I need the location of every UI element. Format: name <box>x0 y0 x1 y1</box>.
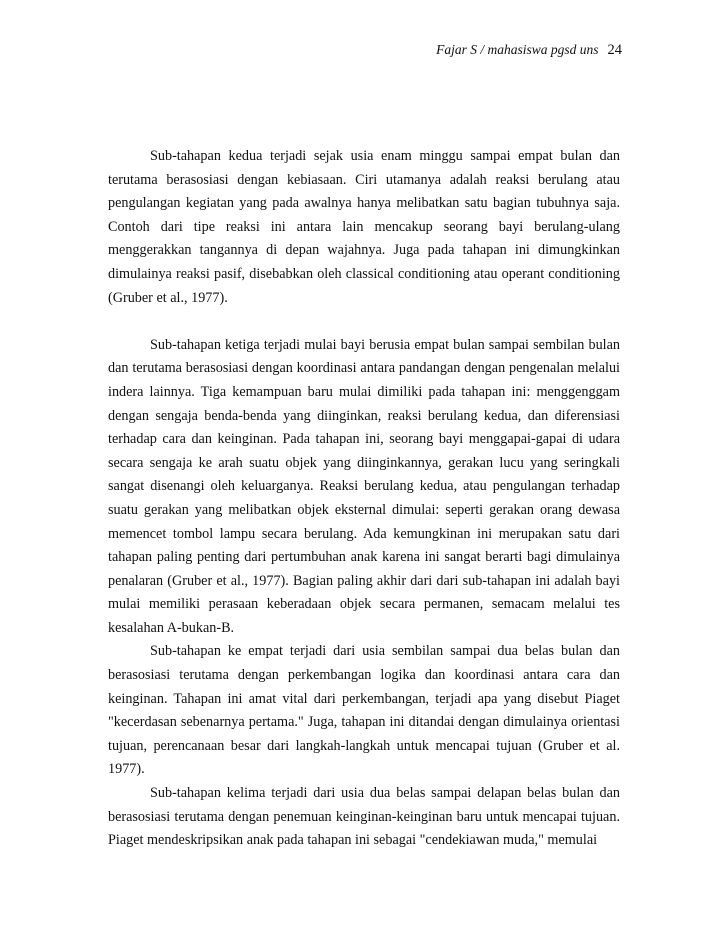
page-header <box>436 42 622 59</box>
paragraph-sub-stage-four: Sub-tahapan ke empat terjadi dari usia sembilan sampai dua belas bulan dan berasosiasi terutama dengan perkembangan logika dan koordinasi antara cara dan keinginan. Tahapan ini amat vital dari perkembangan, terjadi apa yang disebut Piaget "kecerdasan sebenarnya pertama." Juga, tahapan ini ditandai dengan dimulainya orientasi tujuan, perencanaan besar dari langkah-langkah untuk mencapai tujuan (Gruber et al. 1977). <box>108 643 620 778</box>
paragraph-sub-stage-three: Sub-tahapan ketiga terjadi mulai bayi berusia empat bulan sampai sembilan bulan dan terutama berasosiasi dengan koordinasi antara pandangan dengan pengenalan melalui indera lainnya. Tiga kemampuan baru mulai dimiliki pada tahapan ini: menggenggam dengan sengaja benda-benda yang diinginkan, reaksi berulang kedua, dan diferensiasi terhadap cara dan keinginan. Pada tahapan ini, seorang bayi menggapai-gapai di udara secara sengaja ke arah suatu objek yang diinginkannya, gerakan lucu yang seringkali sangat disenangi oleh keluarganya. Reaksi berulang kedua, atau pengulangan terhadap suatu gerakan yang melibatkan objek eksternal dimulai: seperti gerakan orang dewasa memencet tombol lampu secara berulang. Ada kemungkinan ini merupakan satu dari tahapan paling penting dari pertumbuhan anak karena ini sangat berarti bagi dimulainya penalaran (Gruber et al., 1977). Bagian paling akhir dari dari sub-tahapan ini adalah bayi mulai memiliki perasaan keberadaan objek secara permanen, semacam melalui tes kesalahan A-bukan-B. <box>108 336 620 636</box>
body-text <box>108 145 620 853</box>
page-number: 24 <box>607 42 622 58</box>
header-author: Fajar S / mahasiswa pgsd uns <box>436 42 599 57</box>
paragraph-sub-stage-two: Sub-tahapan kedua terjadi sejak usia enam minggu sampai empat bulan dan terutama berasosiasi dengan kebiasaan. Ciri utamanya adalah reaksi berulang atau pengulangan kegiatan yang pada awalnya hanya melibatkan satu bagian tubuhnya saja. Contoh dari tipe reaksi ini antara lain mencakup seorang bayi berulang-ulang menggerakkan tangannya di depan wajahnya. Juga pada tahapan ini dimungkinkan dimulainya reaksi pasif, disebabkan oleh classical conditioning atau operant conditioning (Gruber et al., 1977). <box>108 148 620 306</box>
paragraph-sub-stage-five: Sub-tahapan kelima terjadi dari usia dua belas sampai delapan belas bulan dan berasosiasi terutama dengan penemuan keinginan-keinginan baru untuk mencapai tujuan. Piaget mendeskripsikan anak pada tahapan ini sebagai "cendekiawan muda," memulai <box>108 785 620 849</box>
